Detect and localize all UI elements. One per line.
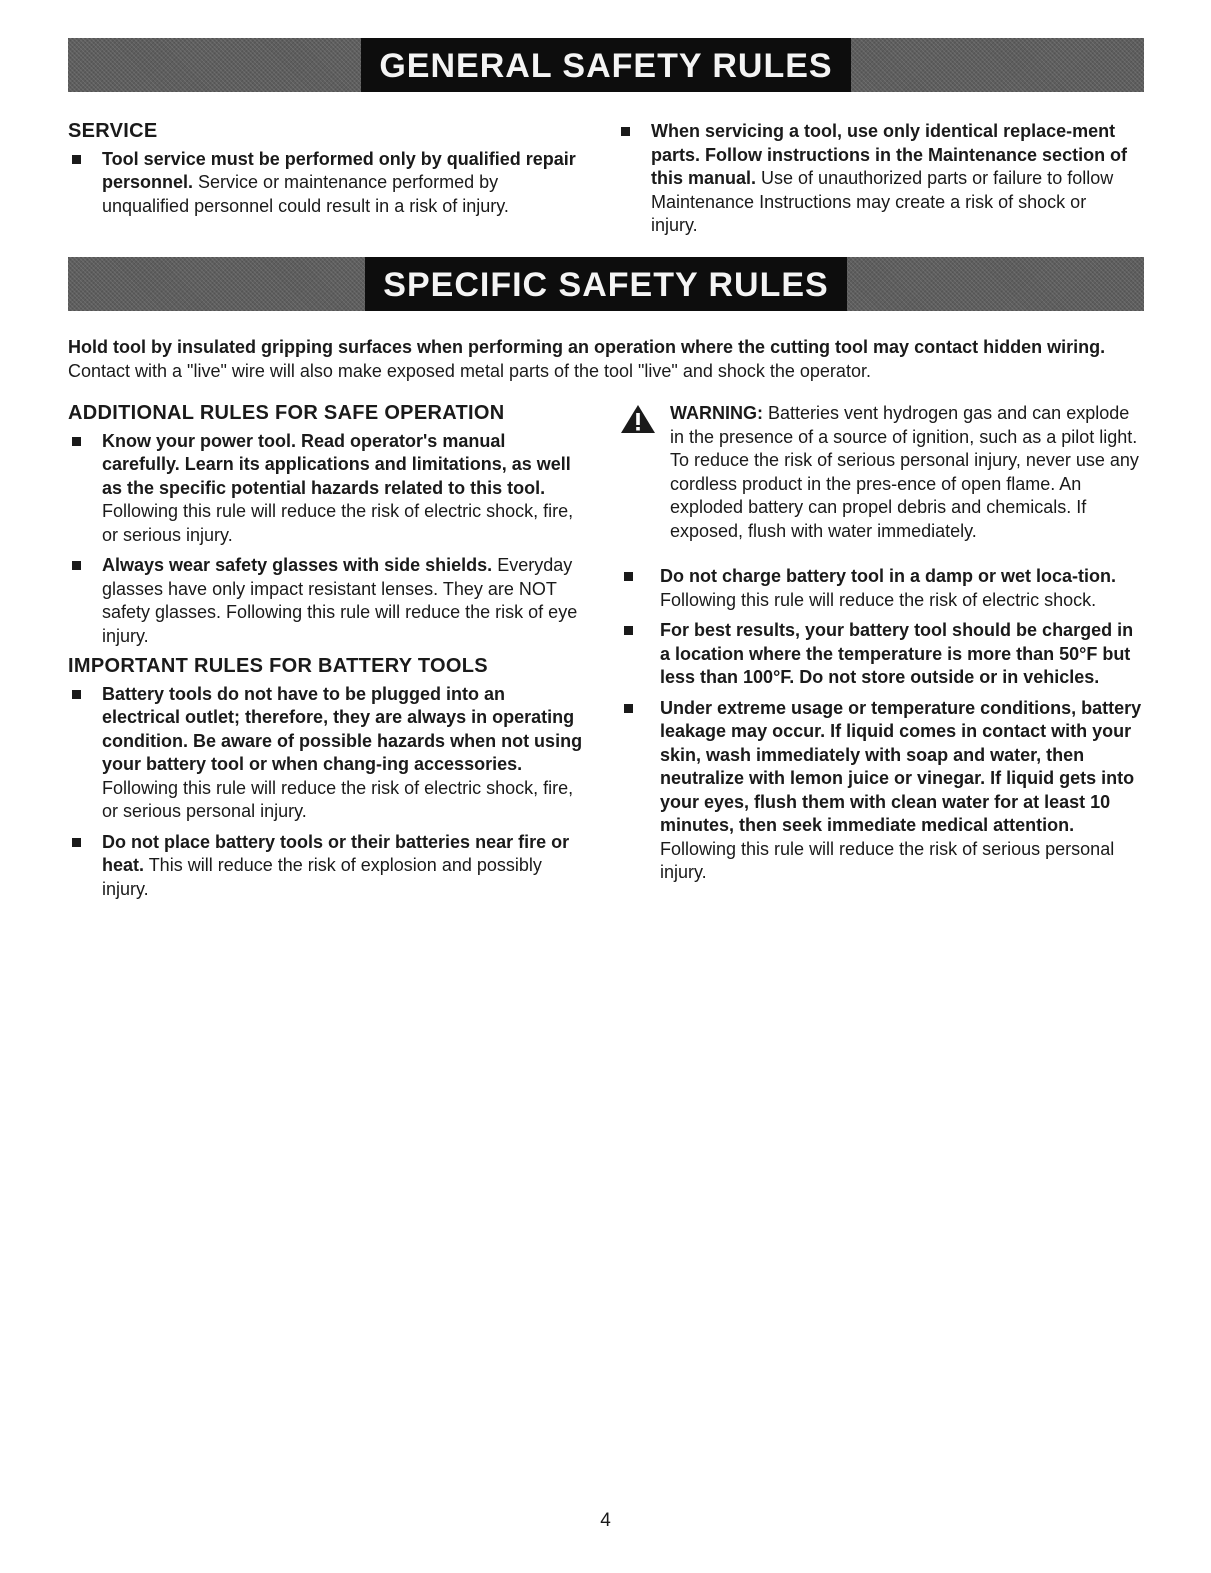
item-bold-text: When servicing a tool, use only identical replace-ment parts. Follow instructions in the Maintenance section of this manual. [651,121,1128,188]
square-bullet-icon [72,838,81,847]
list-item [68,148,588,219]
section-heading: ADDITIONAL RULES FOR SAFE OPERATION [68,402,505,424]
item-text: Everyday glasses have only impact resistant lenses. They are NOT safety glasses. Following this rule will reduce the risk of eye injury. [102,555,578,646]
warning-label: WARNING: [670,403,763,423]
list-item [620,619,1145,690]
square-bullet-icon [624,572,633,581]
list-item [68,831,588,902]
specific-intro-paragraph [68,335,1148,383]
list-item [68,683,588,824]
warning-triangle-icon [620,404,656,434]
list-item [620,565,1145,612]
item-bold-text: Do not place battery tools or their batteries near fire or heat. [102,831,570,875]
section-heading: SERVICE [68,120,158,142]
banner-title: SPECIFIC SAFETY RULES [365,257,846,311]
square-bullet-icon [72,561,81,570]
item-bold-text: Do not charge battery tool in a damp or wet loca-tion. [660,566,1117,586]
list-item [617,120,1137,238]
left-column [68,402,588,908]
item-text: Following this rule will reduce the risk of serious personal injury. [660,838,1115,882]
service-section-right [617,120,1137,245]
list-item [620,697,1145,885]
item-text: Following this rule will reduce the risk of electric shock. [660,589,1097,610]
list-item [68,430,588,548]
section-heading: IMPORTANT RULES FOR BATTERY TOOLS [68,655,488,677]
square-bullet-icon [624,704,633,713]
warning-block [620,402,1145,543]
right-column [620,402,1145,892]
item-text: Following this rule will reduce the risk of electric shock, fire, or serious injury. [102,501,574,545]
intro-bold-text: Hold tool by insulated gripping surfaces when performing an operation where the cutting tool may contact hidden wiring. [68,337,1106,357]
service-section [68,120,588,225]
square-bullet-icon [72,437,81,446]
item-text: Service or maintenance performed by unqualified personnel could result in a risk of injury. [102,172,509,216]
square-bullet-icon [624,626,633,635]
item-text: Use of unauthorized parts or failure to follow Maintenance Instructions may create a risk of shock or injury. [651,168,1114,235]
item-bold-text: Know your power tool. Read operator's manual carefully. Learn its applications and limitations, as well as the specific potential hazards related to this tool. [102,430,571,498]
list-item [68,554,588,648]
item-bold-text: Battery tools do not have to be plugged into an electrical outlet; therefore, they are always in operating condition. Be aware of possible hazards when not using your battery tool or when chang-ing accessories. [102,683,583,774]
page-number: 4 [600,1510,611,1531]
item-bold-text: Always wear safety glasses with side shields. [102,555,493,575]
intro-text: Contact with a "live" wire will also make exposed metal parts of the tool "live" and shock the operator. [68,361,871,381]
item-bold-text: Under extreme usage or temperature conditions, battery leakage may occur. If liquid comes in contact with your skin, wash immediately with soap and water, then neutralize with lemon juice or vinegar. If liquid gets into your eyes, flush them with clean water for at least 10 minutes, then seek immediate medical attention. [660,697,1142,835]
square-bullet-icon [72,690,81,699]
banner-title: GENERAL SAFETY RULES [361,38,850,92]
item-text: Following this rule will reduce the risk of electric shock, fire, or serious personal injury. [102,777,574,821]
square-bullet-icon [72,155,81,164]
general-safety-rules-banner [68,38,1144,92]
specific-safety-rules-banner [68,257,1144,311]
item-bold-text: Tool service must be performed only by qualified repair personnel. [102,148,576,192]
square-bullet-icon [621,127,630,136]
warning-text: Batteries vent hydrogen gas and can explode in the presence of a source of ignition, such as a pilot light. To reduce the risk of serious personal injury, never use any cordless product in the pres-ence of open flame. An exploded battery can propel debris and chemicals. If exposed, flush with water immediately. [670,403,1139,541]
item-bold-text: For best results, your battery tool should be charged in a location where the temperature is more than 50°F but less than 100°F. Do not store outside or in vehicles. [660,620,1134,687]
item-text: This will reduce the risk of explosion and possibly injury. [102,855,542,899]
